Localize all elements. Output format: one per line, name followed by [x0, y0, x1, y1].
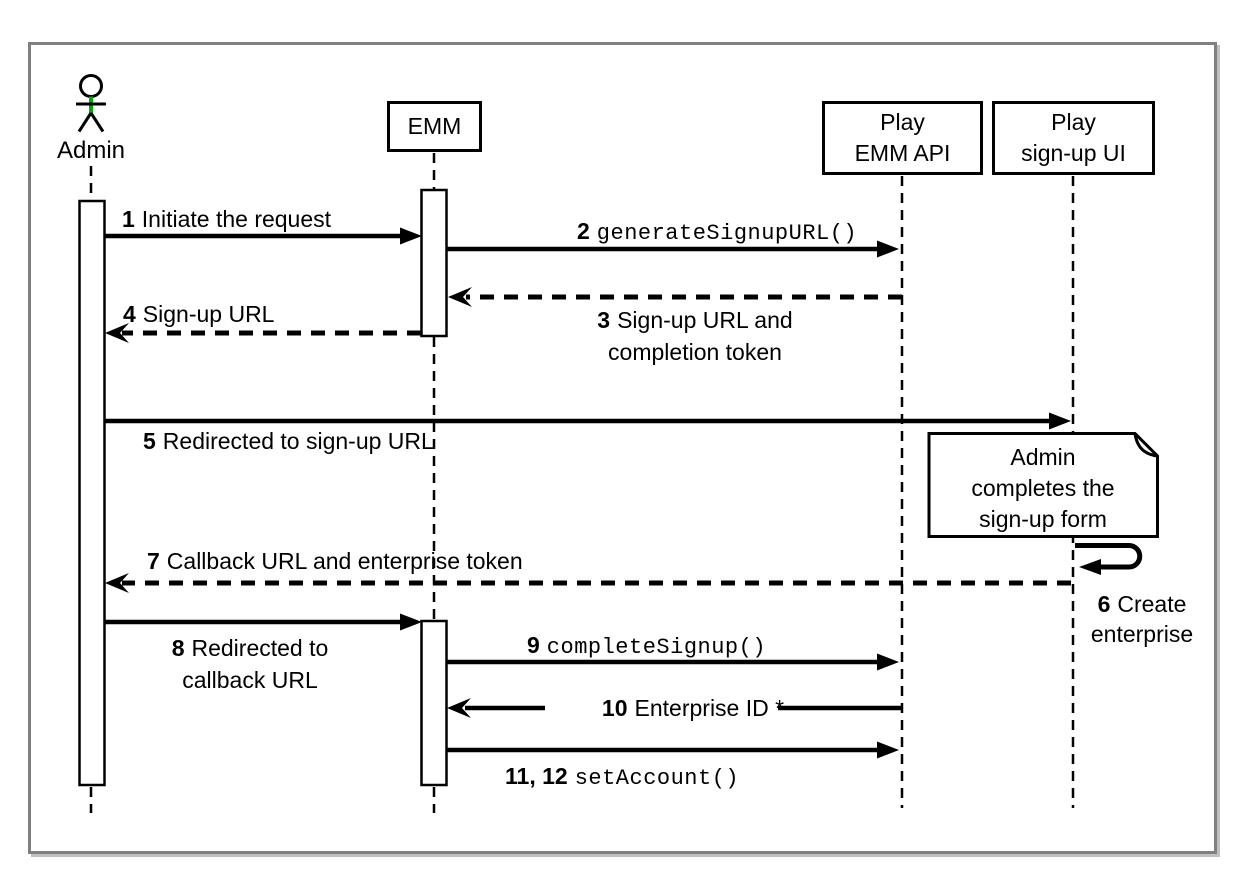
- message-3-label: [558, 304, 832, 368]
- message-11-12-number: 11, 12: [505, 763, 568, 789]
- participant-label-signup-ui: sign-up UI: [1021, 140, 1126, 166]
- message-2-number: 2: [577, 218, 590, 244]
- message-5-number: 5: [143, 428, 156, 454]
- message-3-text1: Sign-up URL and: [617, 307, 793, 333]
- message-8-text1: Redirected to: [191, 635, 329, 661]
- note-line3: sign-up form: [979, 506, 1107, 532]
- participant-box-play-signup-ui: [992, 101, 1155, 175]
- actor-head: [81, 76, 102, 97]
- message-2-text: generateSignupURL(): [596, 221, 858, 246]
- note-label: [935, 442, 1151, 535]
- message-8-number: 8: [171, 635, 185, 661]
- participant-box-emm: [387, 101, 482, 152]
- message-1-number: 1: [122, 206, 135, 232]
- message-10-label: [598, 695, 788, 721]
- message-8-label: [118, 632, 382, 696]
- message-6-line2: enterprise: [1090, 621, 1194, 647]
- message-4-text: Sign-up URL: [142, 301, 275, 327]
- message-3-line2: completion token: [608, 339, 782, 365]
- participant-box-play-emm-api: [822, 101, 983, 175]
- message-6-number: 6: [1097, 591, 1111, 617]
- note-line1: Admin: [1010, 444, 1076, 470]
- message-8-line2: callback URL: [182, 667, 318, 693]
- participant-label-play2: Play: [1051, 109, 1096, 135]
- actor-label: Admin: [56, 137, 126, 164]
- participant-label-play: Play: [880, 109, 925, 135]
- note-line2: completes the: [971, 475, 1115, 501]
- message-7-label: [147, 548, 523, 574]
- message-5-label: [143, 428, 434, 454]
- message-1-text: Initiate the request: [141, 206, 332, 232]
- message-9-label: [527, 632, 766, 661]
- message-10-number: 10: [601, 695, 628, 721]
- message-11-12-text: setAccount(): [574, 766, 740, 791]
- message-8-line1: [118, 632, 382, 664]
- message-6-label: [1072, 589, 1212, 649]
- message-7-number: 7: [147, 548, 160, 574]
- message-6-line1: [1072, 589, 1212, 619]
- message-11-12-label: [505, 763, 739, 792]
- message-10-text: Enterprise ID *: [634, 695, 785, 721]
- activation-admin: [80, 201, 105, 785]
- message-7-text: Callback URL and enterprise token: [166, 548, 523, 574]
- participant-label-emm-api: EMM API: [854, 140, 951, 166]
- activation-emm-2: [422, 621, 447, 785]
- message-3-line1: [558, 304, 832, 336]
- message-2-label: [577, 218, 857, 247]
- message-6-text1: Create: [1117, 591, 1187, 617]
- message-4-number: 4: [123, 301, 136, 327]
- message-3-number: 3: [597, 307, 611, 333]
- message-9-text: completeSignup(): [546, 635, 767, 660]
- message-4-label: [123, 301, 274, 327]
- activation-emm-1: [422, 190, 447, 336]
- message-1-label: [122, 206, 331, 232]
- participant-label-emm: EMM: [407, 113, 462, 139]
- message-9-number: 9: [527, 632, 540, 658]
- message-5-text: Redirected to sign-up URL: [162, 428, 434, 454]
